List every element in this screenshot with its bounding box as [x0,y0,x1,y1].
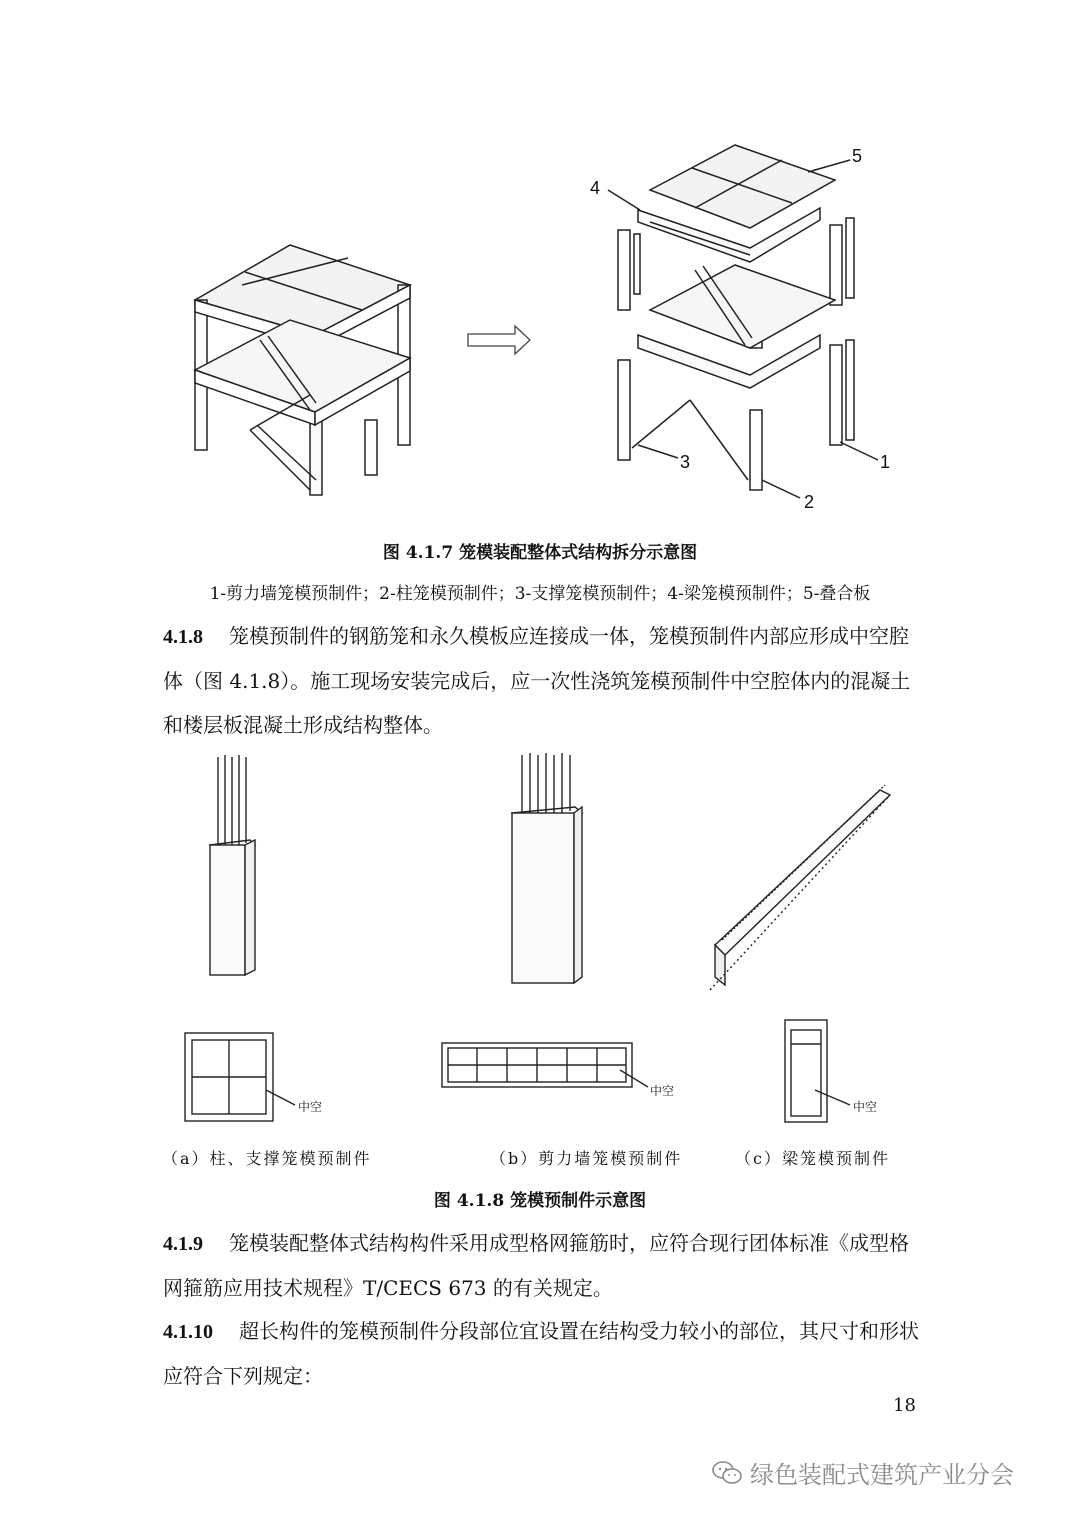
hollow-label: 中空 [853,1100,878,1114]
section-4-1-10 [163,1309,923,1398]
subfigure-label-c: （c）梁笼模预制件 [735,1149,890,1168]
figure-legend: 1-剪力墙笼模预制件；2-柱笼模预制件；3-支撑笼模预制件；4-梁笼模预制件；5-叠合板 [209,584,871,604]
hollow-label: 中空 [298,1100,323,1114]
subfigure-label-a: （a）柱、支撑笼模预制件 [162,1149,372,1168]
figure-caption: 图 4.1.8 笼模预制件示意图 [433,1191,647,1211]
callout-label: 4 [590,178,601,198]
shear-wall-prefab-drawing [512,753,582,983]
callout-label: 1 [880,452,891,472]
assembled-structure-drawing [195,245,410,495]
arrow-icon [468,326,530,354]
hollow-label: 中空 [650,1084,675,1098]
section-text: 笼模装配整体式结构构件采用成型格网箍筋时，应符合现行团体标准《成型格网箍筋应用技术规程》T/CECS 673 的有关规定。 [163,1231,909,1300]
callout-label: 3 [680,452,691,472]
wechat-icon [712,1460,742,1486]
section-text: 超长构件的笼模预制件分段部位宜设置在结构受力较小的部位，其尺寸和形状应符合下列规定： [163,1319,919,1388]
beam-prefab-drawing [710,785,890,990]
shear-wall-section [442,1043,648,1087]
callout-label: 2 [804,492,815,512]
column-prefab-drawing [210,755,255,975]
section-number: 4.1.8 [163,626,203,648]
section-number: 4.1.9 [163,1233,203,1255]
figure-caption: 图 4.1.7 笼模装配整体式结构拆分示意图 [382,543,698,563]
watermark-text: 绿色装配式建筑产业分会 [750,1461,1014,1489]
column-section [185,1033,295,1121]
figure-4-1-8 [150,745,930,1125]
section-number: 4.1.10 [163,1321,213,1343]
beam-section [785,1020,850,1122]
section-4-1-8 [163,614,923,747]
figure-4-1-7 [150,130,930,530]
section-4-1-9 [163,1221,923,1310]
subfigure-label-b: （b）剪力墙笼模预制件 [490,1149,683,1168]
section-text: 笼模预制件的钢筋笼和永久模板应连接成一体，笼模预制件内部应形成中空腔体（图 4.1.8）。施工现场安装完成后，应一次性浇筑笼模预制件中空腔体内的混凝土和楼层板混凝土形成结构整体。 [163,624,911,737]
page-number: 18 [893,1395,916,1416]
callout-label: 5 [852,146,863,166]
watermark [712,1455,1014,1490]
exploded-structure-drawing [608,145,878,498]
